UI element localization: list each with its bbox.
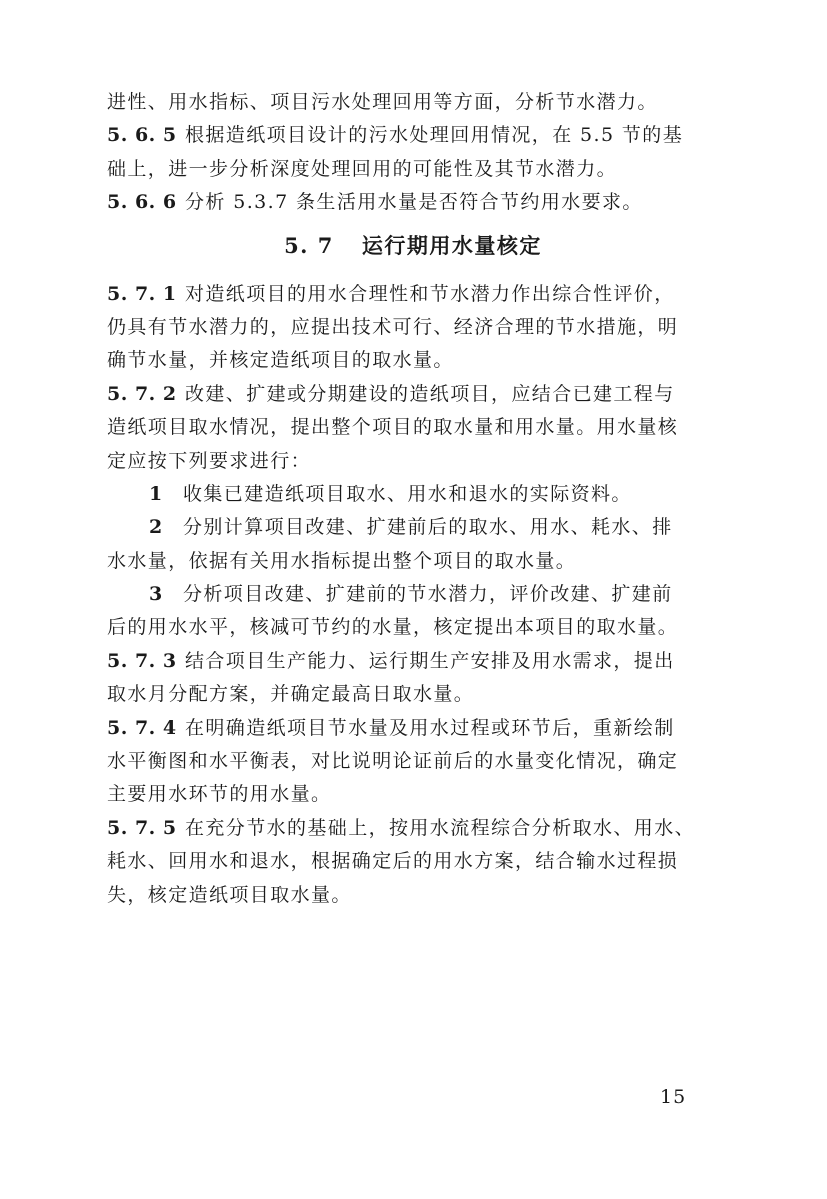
clause-number: 5. 7. 2: [107, 382, 177, 405]
clause-number: 5. 7. 3: [107, 649, 177, 672]
clause-5-7-1-line-1: [107, 278, 719, 311]
clause-text: 对造纸项目的用水合理性和节水潜力作出综合性评价，: [185, 282, 675, 305]
clause-text: 分析 5.3.7 条生活用水量是否符合节约用水要求。: [185, 191, 643, 214]
clause-5-7-5-line-3: 失，核定造纸项目取水量。: [107, 883, 352, 906]
clause-number: 5. 6. 6: [107, 191, 177, 214]
clause-number: 5. 7. 4: [107, 716, 177, 739]
list-item-2-line-1: [107, 511, 719, 544]
clause-text: 在明确造纸项目节水量及用水过程或环节后，重新绘制: [185, 716, 675, 739]
section-number: 5. 7: [284, 232, 334, 258]
clause-5-7-5-line-1: [107, 812, 719, 845]
list-item-text: 分析项目改建、扩建前的节水潜力，评价改建、扩建前: [183, 583, 673, 606]
clause-5-7-3-line-2: 取水月分配方案，并确定最高日取水量。: [107, 683, 475, 706]
page-number: 15: [660, 1086, 687, 1108]
list-item-1-line-1: [107, 478, 719, 511]
list-item-3-line-2: 后的用水水平，核减可节约的水量，核定提出本项目的取水量。: [107, 616, 679, 639]
clause-5-7-2-line-1: [107, 378, 719, 411]
clause-number: 5. 6. 5: [107, 124, 177, 147]
clause-5-7-2-line-2: 造纸项目取水情况，提出整个项目的取水量和用水量。用水量核: [107, 416, 679, 439]
list-item-text: 收集已建造纸项目取水、用水和退水的实际资料。: [183, 482, 632, 505]
clause-number: 5. 7. 1: [107, 282, 177, 305]
list-item-number: 2: [149, 516, 164, 539]
page-body: [107, 86, 719, 912]
list-item-text: 分别计算项目改建、扩建前后的取水、用水、耗水、排: [183, 516, 673, 539]
clause-5-6-5-line-2: 础上，进一步分析深度处理回用的可能性及其节水潜力。: [107, 157, 618, 180]
clause-5-7-4-line-3: 主要用水环节的用水量。: [107, 783, 332, 806]
clause-text: 根据造纸项目设计的污水处理回用情况，在 5.5 节的基: [185, 124, 684, 147]
clause-5-7-1-line-3: 确节水量，并核定造纸项目的取水量。: [107, 349, 454, 372]
clause-5-6-6-line-1: [107, 186, 719, 219]
section-title: 运行期用水量核定: [361, 232, 542, 258]
clause-number: 5. 7. 5: [107, 816, 177, 839]
clause-text: 改建、扩建或分期建设的造纸项目，应结合已建工程与: [185, 382, 675, 405]
clause-5-7-4-line-2: 水平衡图和水平衡表，对比说明论证前后的水量变化情况，确定: [107, 750, 679, 773]
list-item-3-line-1: [107, 578, 719, 611]
list-item-number: 1: [149, 482, 164, 505]
clause-5-7-5-line-2: 耗水、回用水和退水，根据确定后的用水方案，结合输水过程损: [107, 850, 679, 873]
paragraph-line: 进性、用水指标、项目污水处理回用等方面，分析节水潜力。: [107, 91, 658, 113]
clause-5-7-1-line-2: 仍具有节水潜力的，应提出技术可行、经济合理的节水措施，明: [107, 315, 679, 338]
clause-5-7-4-line-1: [107, 712, 719, 745]
clause-text: 在充分节水的基础上，按用水流程综合分析取水、用水、: [185, 816, 696, 839]
section-heading: [107, 222, 719, 278]
list-item-2-line-2: 水水量，依据有关用水指标提出整个项目的取水量。: [107, 549, 577, 572]
clause-text: 结合项目生产能力、运行期生产安排及用水需求，提出: [185, 649, 675, 672]
list-item-number: 3: [149, 583, 164, 606]
clause-5-7-3-line-1: [107, 645, 719, 678]
clause-5-6-5-line-1: [107, 119, 719, 152]
clause-5-7-2-line-3: 定应按下列要求进行：: [107, 449, 312, 472]
